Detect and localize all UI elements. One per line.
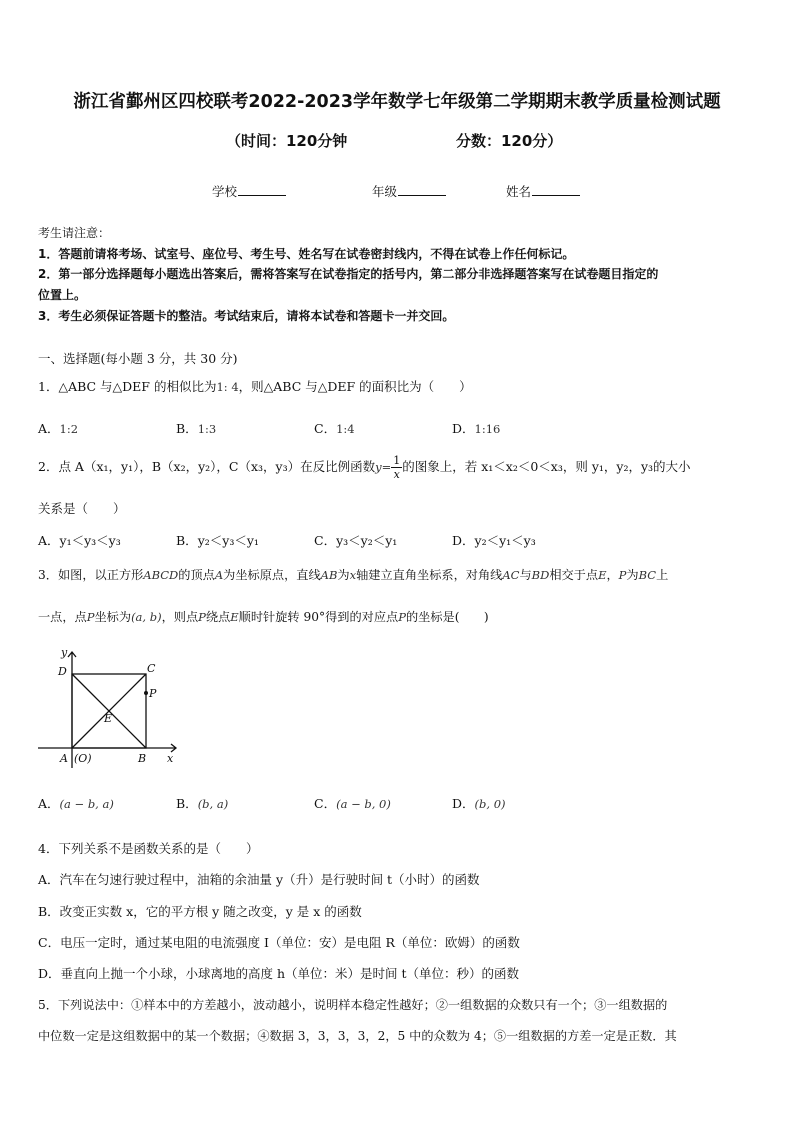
q1-option-d[interactable]: D．1:16 bbox=[452, 421, 501, 436]
notice-item: 3．考生必须保证答题卡的整洁。考试结束后，请将本试卷和答题卡一并交回。 bbox=[38, 309, 455, 323]
q4-option-c[interactable]: C．电压一定时，通过某电阻的电流强度 I（单位：安）是电阻 R（单位：欧姆）的函数 bbox=[38, 935, 520, 950]
point-p bbox=[144, 691, 148, 695]
q2-option-d[interactable]: D．y₂＜y₁＜y₃ bbox=[452, 533, 536, 548]
question-2-stem-cont: 关系是（ ） bbox=[38, 501, 126, 516]
question-5-stem-cont: 中位数一定是这组数据中的某一个数据；④数据 3，3，3，3，2，5 中的众数为 4；⑤一组数据的方差一定是正数．其 bbox=[38, 1029, 677, 1043]
section-heading: 一、选择题(每小题 3 分，共 30 分) bbox=[38, 351, 238, 366]
label-c: C bbox=[147, 662, 156, 675]
question-1-stem: 1．△ABC 与△DEF 的相似比为1: 4，则△ABC 与△DEF 的面积比为（ ） bbox=[38, 379, 472, 394]
grade-field[interactable] bbox=[372, 182, 446, 200]
exam-time: （时间：120分钟 bbox=[226, 132, 348, 150]
q3-option-d[interactable]: D．(b, 0) bbox=[452, 796, 506, 811]
school-label: 学校 bbox=[212, 184, 238, 199]
q2-option-c[interactable]: C．y₃＜y₂＜y₁ bbox=[314, 533, 398, 548]
fraction: $\frac{1}{x}$ bbox=[393, 454, 401, 481]
label-a: A bbox=[60, 752, 68, 765]
notice-item: 2．第一部分选择题每小题选出答案后，需将答案写在试卷指定的括号内，第二部分非选择题答案写在试卷题目指定的 bbox=[38, 267, 659, 281]
notice-heading: 考生请注意： bbox=[38, 226, 111, 240]
label-x: x bbox=[167, 752, 174, 765]
label-d: D bbox=[58, 665, 67, 678]
question-4-stem: 4．下列关系不是函数关系的是（ ） bbox=[38, 841, 259, 856]
label-b: B bbox=[138, 752, 147, 765]
q1-option-c[interactable]: C．1:4 bbox=[314, 421, 355, 436]
q3-option-a[interactable]: A．(a − b, a) bbox=[38, 796, 114, 811]
notice-item: 位置上。 bbox=[38, 288, 87, 302]
q4-option-d[interactable]: D．垂直向上抛一个小球，小球离地的高度 h（单位：米）是时间 t（单位：秒）的函数 bbox=[38, 966, 520, 981]
q4-option-a[interactable]: A．汽车在匀速行驶过程中，油箱的余油量 y（升）是行驶时间 t（小时）的函数 bbox=[38, 872, 480, 887]
grade-blank[interactable] bbox=[398, 183, 446, 196]
label-y: y bbox=[61, 646, 68, 659]
q3-option-b[interactable]: B．(b, a) bbox=[176, 796, 229, 811]
q4-option-b[interactable]: B．改变正实数 x，它的平方根 y 随之改变，y 是 x 的函数 bbox=[38, 904, 362, 919]
grade-label: 年级 bbox=[372, 184, 398, 199]
notice-item: 1．答题前请将考场、试室号、座位号、考生号、姓名写在试卷密封线内，不得在试卷上作任何标记。 bbox=[38, 247, 575, 261]
q2-option-a[interactable]: A．y₁＜y₃＜y₃ bbox=[38, 533, 121, 548]
exam-title: 浙江省鄞州区四校联考2022-2023学年数学七年级第二学期期末教学质量检测试题 bbox=[73, 92, 721, 112]
square-figure bbox=[36, 644, 186, 774]
question-2-stem: 2．点 A（x₁，y₁），B（x₂，y₂），C（x₃，y₃）在反比例函数y= $\frac{1}{x}$ 的图象上，若 x₁＜x₂＜0＜x₃，则 y₁，y₂，y₃的大小 bbox=[38, 454, 691, 481]
name-label: 姓名 bbox=[506, 184, 532, 199]
name-field[interactable] bbox=[506, 182, 580, 200]
question-5-stem: 5．下列说法中：①样本中的方差越小，波动越小，说明样本稳定性越好；②一组数据的众数只有一个；③一组数据的 bbox=[38, 998, 668, 1012]
question-3-stem: 3．如图，以正方形ABCD的顶点A为坐标原点，直线AB为x轴建立直角坐标系，对角线AC与BD相交于点E，P为BC上 bbox=[38, 568, 669, 582]
q1-option-b[interactable]: B．1:3 bbox=[176, 421, 217, 436]
label-p: P bbox=[149, 687, 157, 700]
ratio-value: 1: 4 bbox=[216, 380, 239, 394]
question-3-stem-cont: 一点，点P坐标为(a, b)，则点P绕点E顺时针旋转 90°得到的对应点P的坐标是( ) bbox=[38, 610, 489, 624]
q3-option-c[interactable]: C．(a − b, 0) bbox=[314, 796, 391, 811]
exam-score: 分数：120分） bbox=[456, 132, 563, 150]
name-blank[interactable] bbox=[532, 183, 580, 196]
label-o: (O) bbox=[74, 752, 92, 765]
q2-option-b[interactable]: B．y₂＜y₃＜y₁ bbox=[176, 533, 259, 548]
q1-option-a[interactable]: A．1:2 bbox=[38, 421, 79, 436]
school-blank[interactable] bbox=[238, 183, 286, 196]
school-field[interactable] bbox=[212, 182, 286, 200]
label-e: E bbox=[104, 712, 113, 725]
